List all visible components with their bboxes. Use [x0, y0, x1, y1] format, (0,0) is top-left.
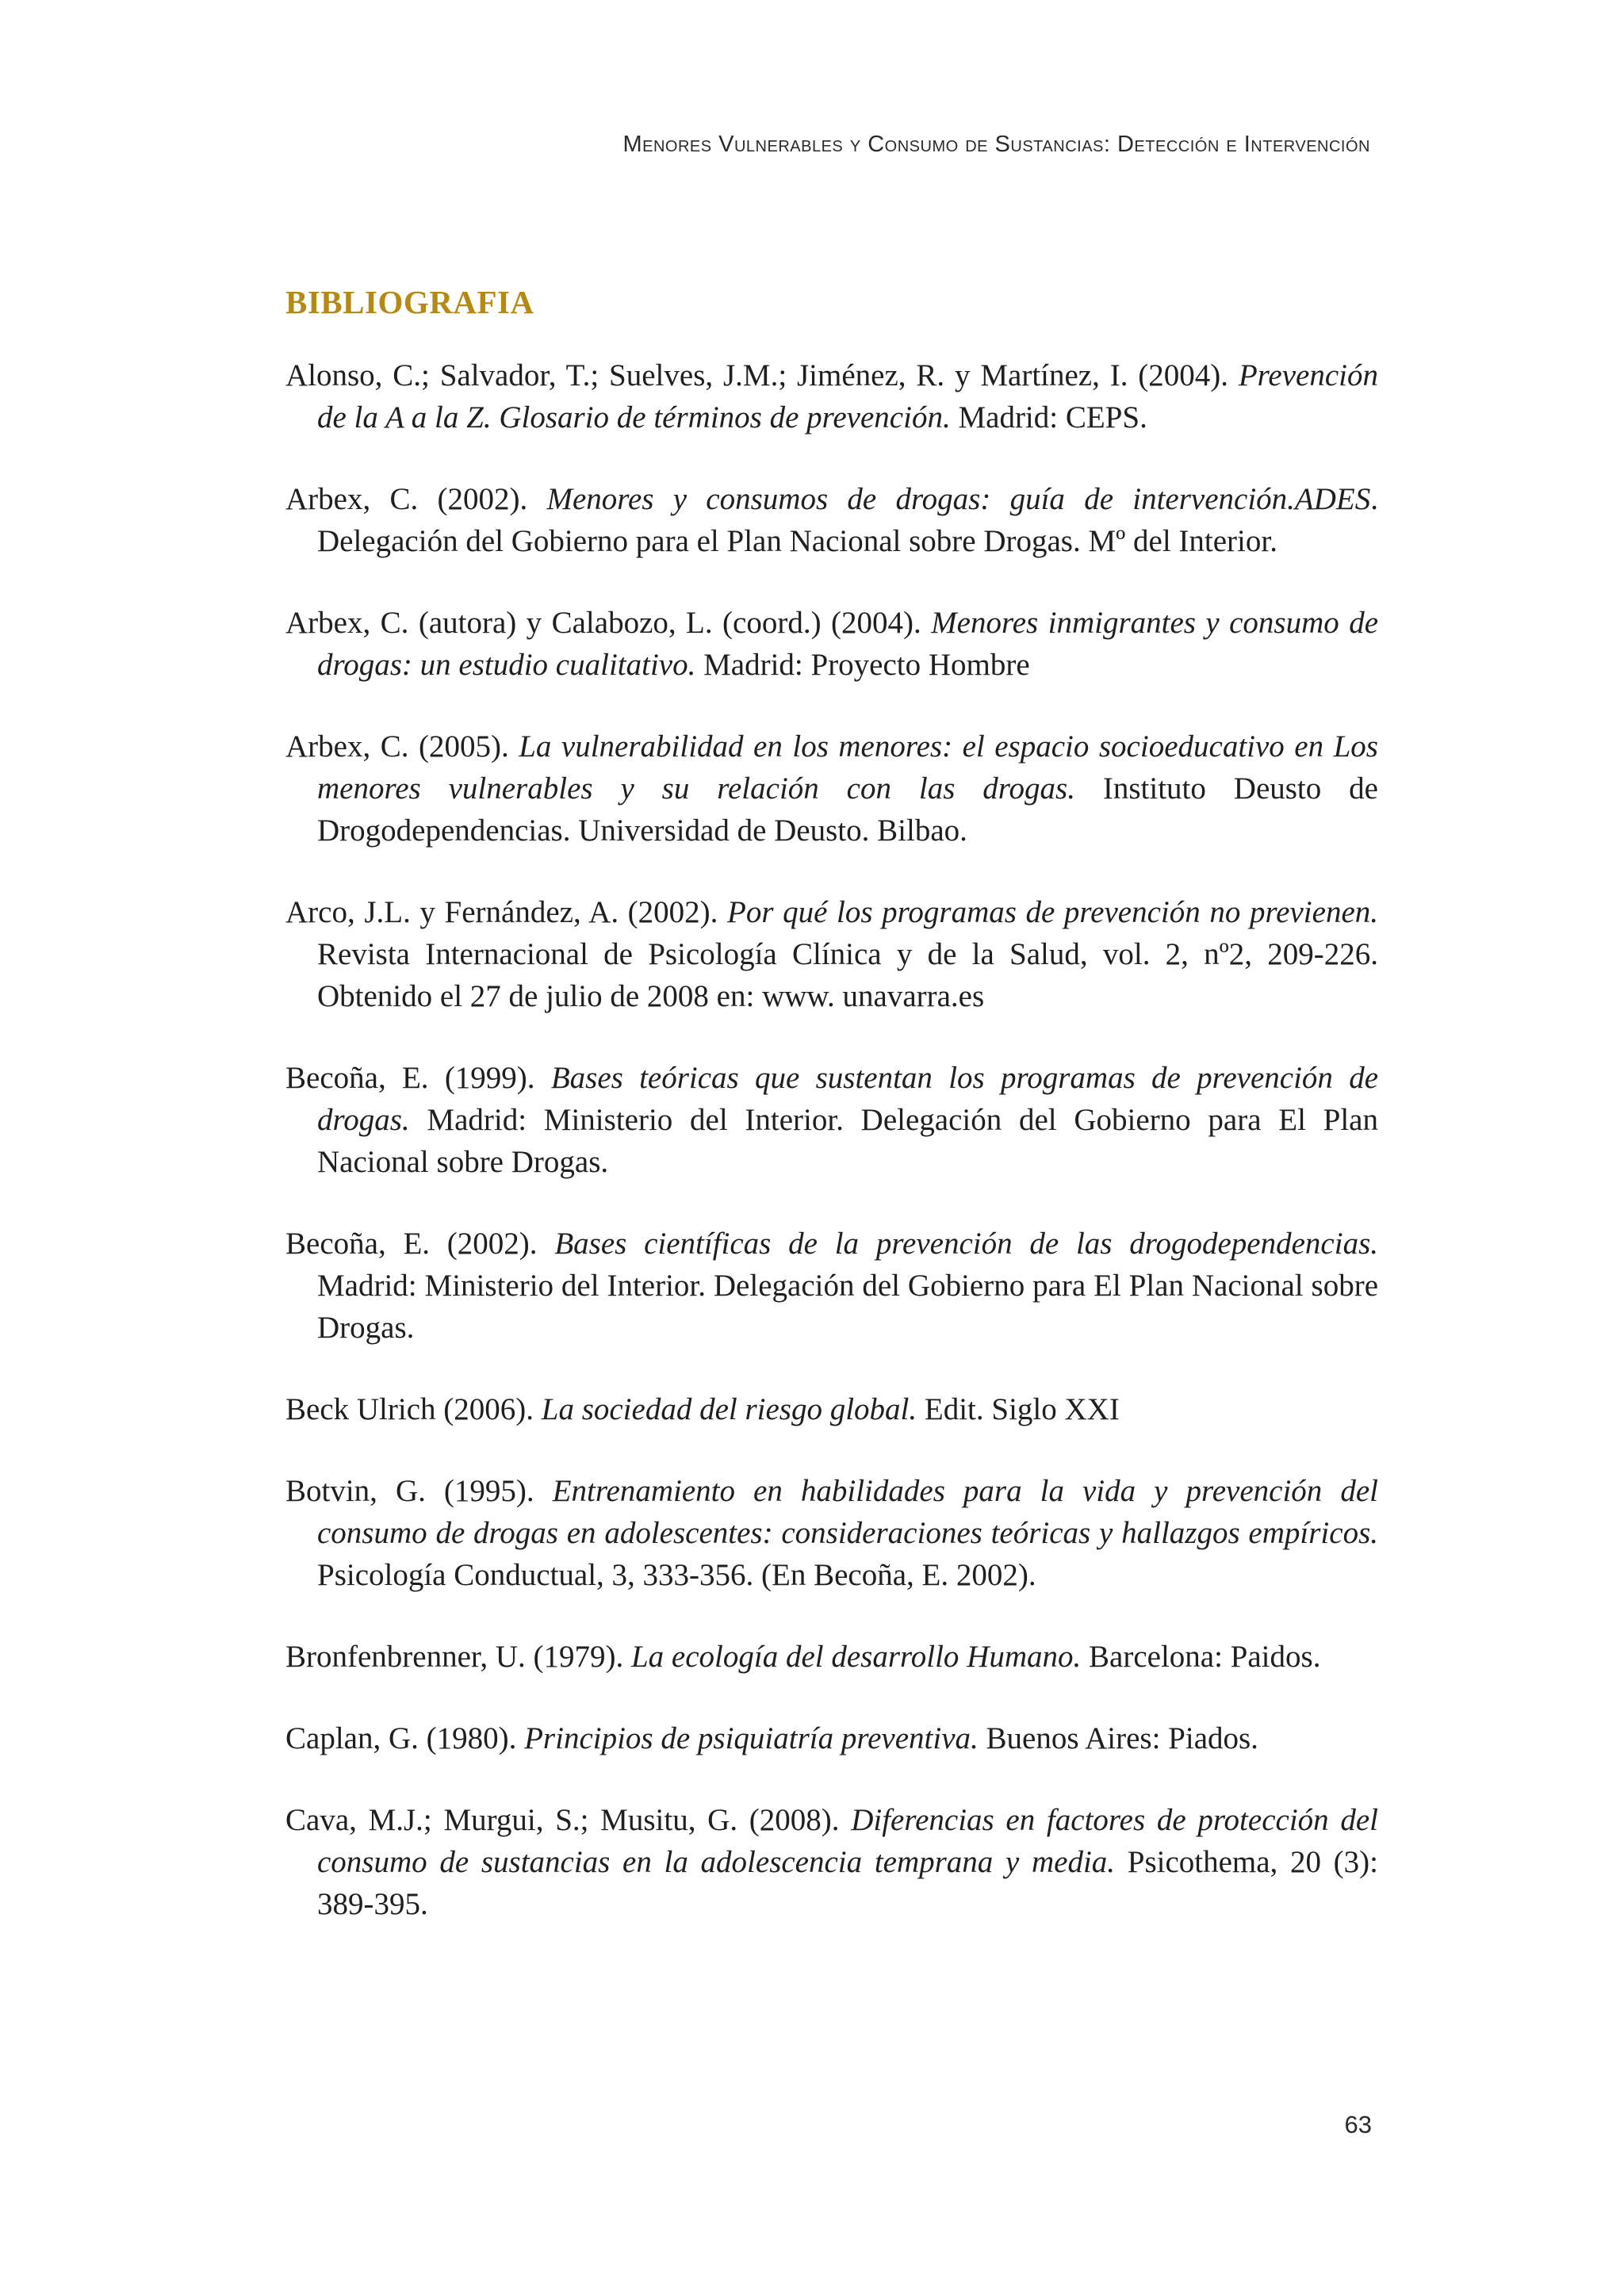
- reference-publisher: Madrid: Ministerio del Interior. Delegación del Gobierno para El Plan Nacional sobre Drogas.: [317, 1269, 1378, 1345]
- reference-publisher: Madrid: CEPS.: [950, 400, 1147, 434]
- reference-publisher: Revista Internacional de Psicología Clínica y de la Salud, vol. 2, nº2, 209-226. Obtenido el 27 de julio de 2008 en: www. unavarra.es: [317, 937, 1378, 1013]
- reference-title: Por qué los programas de prevención no previenen.: [727, 895, 1378, 929]
- reference-list: [285, 354, 1378, 1925]
- reference-item: [285, 478, 1378, 562]
- running-header: Menores Vulnerables y Consumo de Sustancias: Detección e Intervención: [622, 132, 1370, 157]
- reference-title: Principios de psiquiatría preventiva.: [524, 1721, 979, 1755]
- reference-item: [285, 891, 1378, 1017]
- reference-item: [285, 1057, 1378, 1183]
- reference-authors: Alonso, C.; Salvador, T.; Suelves, J.M.; Jiménez, R. y Martínez, I. (2004).: [285, 358, 1239, 392]
- reference-authors: Becoña, E. (2002).: [285, 1227, 555, 1261]
- reference-authors: Arbex, C. (autora) y Calabozo, L. (coord.) (2004).: [285, 606, 932, 640]
- reference-item: [285, 725, 1378, 852]
- section-title: BIBLIOGRAFIA: [285, 284, 534, 320]
- reference-item: [285, 1717, 1378, 1759]
- reference-authors: Bronfenbrenner, U. (1979).: [285, 1640, 631, 1674]
- reference-publisher: Madrid: Proyecto Hombre: [695, 648, 1030, 682]
- reference-authors: Arbex, C. (2002).: [285, 482, 547, 516]
- reference-authors: Becoña, E. (1999).: [285, 1061, 551, 1095]
- reference-publisher: Madrid: Ministerio del Interior. Delegación del Gobierno para El Plan Nacional sobre Drogas.: [317, 1103, 1378, 1179]
- reference-authors: Botvin, G. (1995).: [285, 1474, 553, 1508]
- reference-title: Entrenamiento en habilidades para la vida y prevención del consumo de drogas en adolescentes: consideraciones teóricas y hallazgos empíricos.: [317, 1474, 1378, 1550]
- reference-item: [285, 1636, 1378, 1678]
- reference-title: La sociedad del riesgo global.: [541, 1392, 917, 1426]
- reference-publisher: Psicothema, 20 (3): 389-395.: [317, 1845, 1378, 1921]
- reference-item: [285, 354, 1378, 438]
- page-number: 63: [1344, 2111, 1372, 2138]
- reference-item: [285, 1223, 1378, 1349]
- reference-title: Prevención de la A a la Z. Glosario de términos de prevención.: [317, 358, 1378, 434]
- reference-publisher: . Delegación del Gobierno para el Plan Nacional sobre Drogas. Mº del Interior.: [317, 482, 1378, 558]
- bibliography-section: [285, 281, 1378, 1965]
- reference-title: Bases científicas de la prevención de las drogodependencias.: [554, 1227, 1378, 1261]
- reference-title: Menores inmigrantes y consumo de drogas: un estudio cualitativo.: [317, 606, 1379, 682]
- reference-title: Menores y consumos de drogas: guía de intervención.ADES: [546, 482, 1371, 516]
- reference-item: [285, 602, 1378, 686]
- reference-publisher: Buenos Aires: Piados.: [978, 1721, 1258, 1755]
- reference-authors: Arco, J.L. y Fernández, A. (2002).: [285, 895, 728, 929]
- reference-authors: Cava, M.J.; Murgui, S.; Musitu, G. (2008).: [285, 1803, 852, 1837]
- reference-title: Diferencias en factores de protección del consumo de sustancias en la adolescencia temprana y media.: [317, 1803, 1378, 1879]
- reference-item: [285, 1799, 1378, 1925]
- reference-title: La vulnerabilidad en los menores: el espacio socioeducativo en Los menores vulnerables y su relación con las drogas.: [317, 729, 1378, 806]
- reference-authors: Caplan, G. (1980).: [285, 1721, 525, 1755]
- reference-item: [285, 1388, 1378, 1430]
- reference-publisher: Barcelona: Paidos.: [1081, 1640, 1321, 1674]
- reference-item: [285, 1470, 1378, 1596]
- reference-authors: Beck Ulrich (2006).: [285, 1392, 542, 1426]
- reference-title: Bases teóricas que sustentan los programas de prevención de drogas.: [317, 1061, 1378, 1137]
- reference-publisher: Psicología Conductual, 3, 333-356. (En Becoña, E. 2002).: [317, 1558, 1036, 1592]
- reference-title: La ecología del desarrollo Humano.: [630, 1640, 1082, 1674]
- reference-publisher: Edit. Siglo XXI: [917, 1392, 1120, 1426]
- reference-authors: Arbex, C. (2005).: [285, 729, 519, 764]
- reference-publisher: Instituto Deusto de Drogodependencias. Universidad de Deusto. Bilbao.: [317, 771, 1378, 848]
